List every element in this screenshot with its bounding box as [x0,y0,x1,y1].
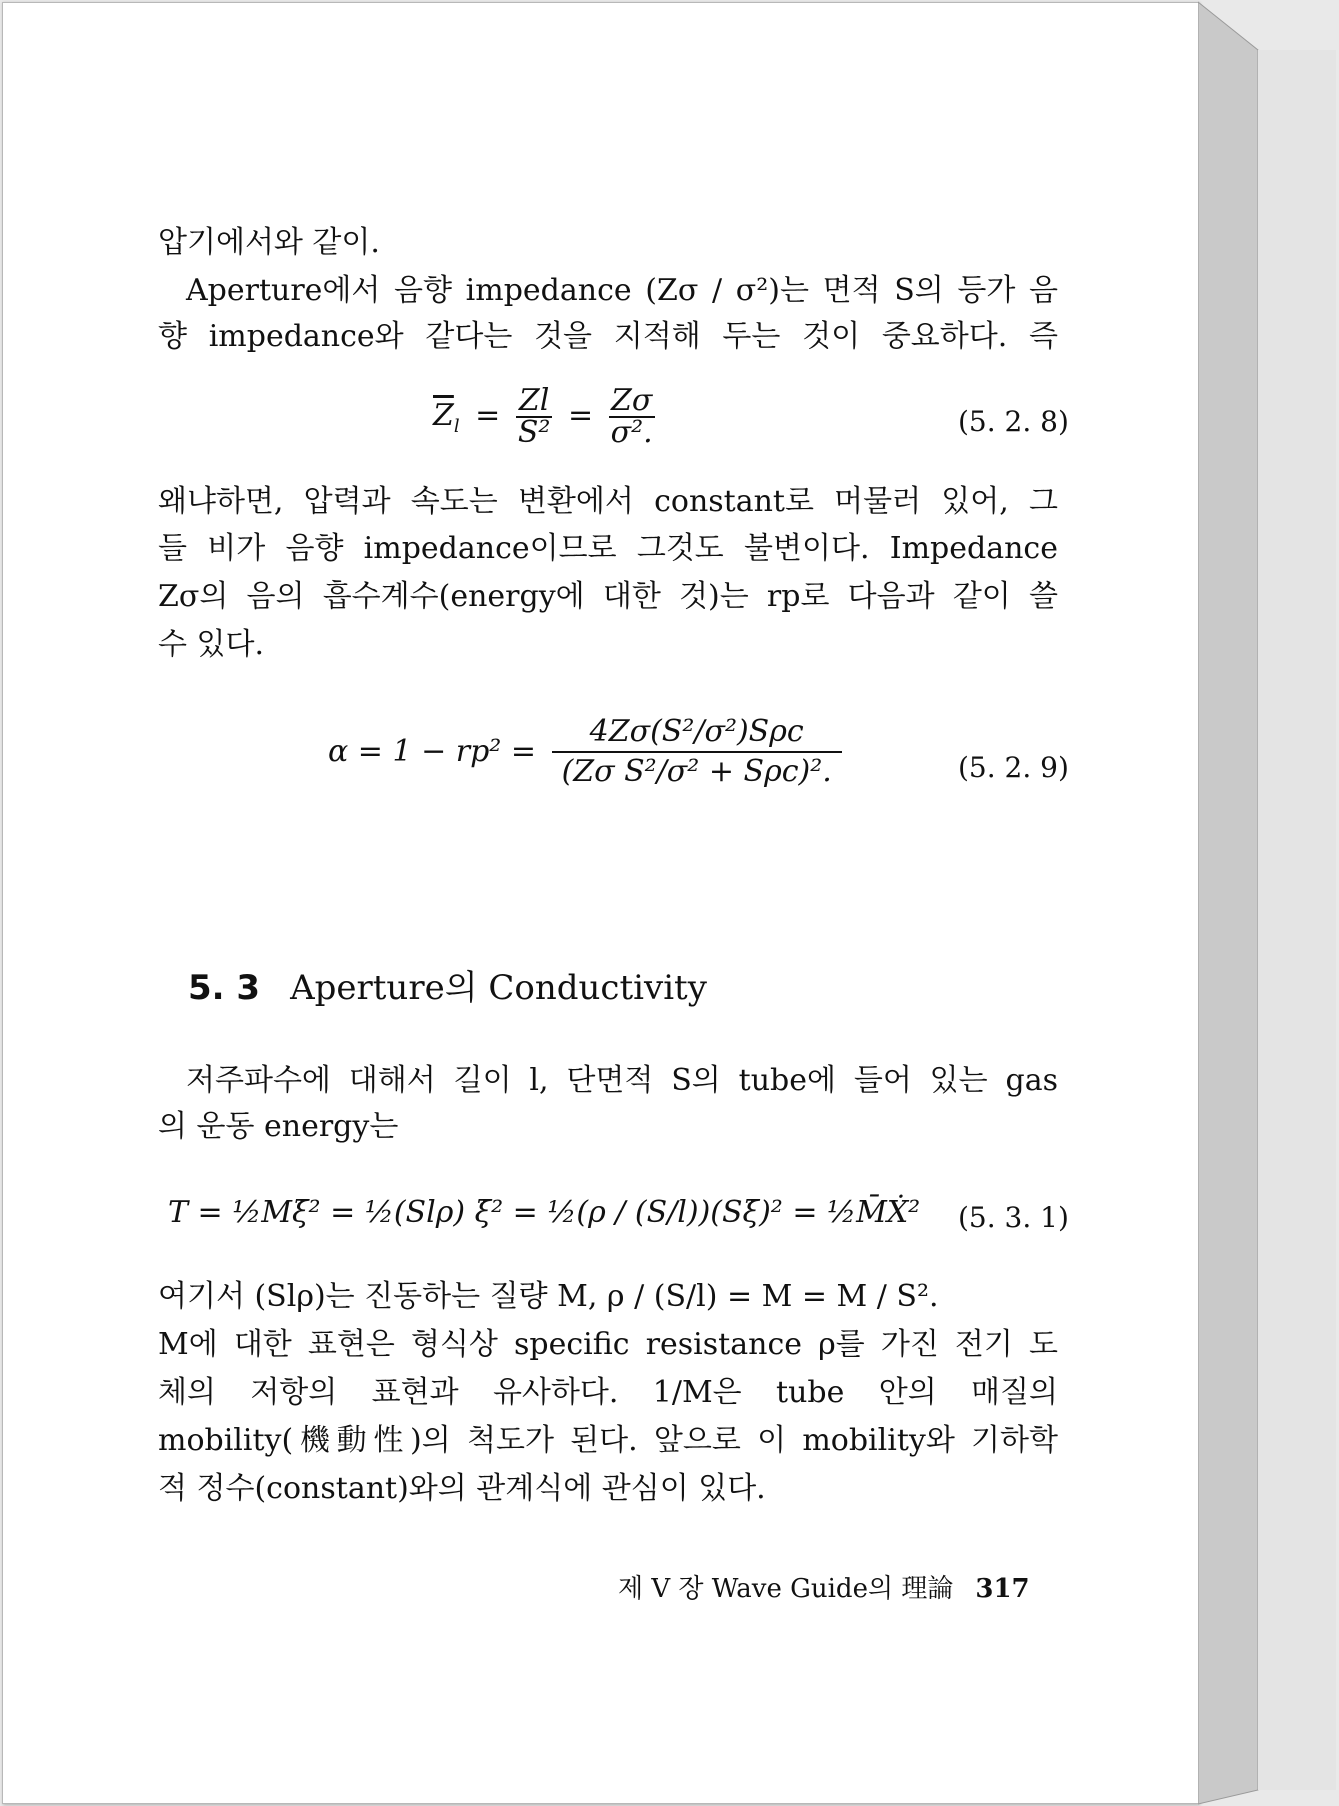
text-line: M에 대한 표현은 형식상 specific resistance ρ를 가진 전기 도 [158,1327,1058,1362]
fraction-denominator: σ². [610,415,653,450]
text-line: 왜냐하면, 압력과 속도는 변환에서 constant로 머물러 있어, 그 [158,484,1058,519]
text-line: Aperture에서 음향 impedance (Zσ / σ²)는 면적 S의 등가 음 [186,273,1058,308]
fraction-numerator: Zl [516,386,553,418]
equation-lhs: $\overline{Z}$ [433,398,454,433]
text-line: 압기에서와 같이. [158,225,380,260]
text-line: 체의 저항의 표현과 유사하다. 1/M은 tube 안의 매질의 [158,1375,1058,1410]
text-line: mobility(機動性)의 척도가 된다. 앞으로 이 mobility와 기하학 [158,1423,1058,1458]
equals-sign: = [475,398,501,433]
section-number: 5. 3 [188,968,261,1008]
fraction [552,713,842,791]
text-line: 여기서 (Slρ)는 진동하는 질량 M, ρ / (S/l) = M = M / S². [158,1279,939,1314]
equation-lhs: α = 1 − rp² = [328,734,537,769]
equation-5-2-9 [328,713,842,791]
text-line: 저주파수에 대해서 길이 l, 단면적 S의 tube에 들어 있는 gas [186,1063,1058,1098]
book-edge-shading [1198,0,1339,1806]
fraction [516,383,553,450]
fraction-numerator: 4Zσ(S²/σ²)Sρc [552,713,842,753]
chapter-title: 제 V 장 Wave Guide의 理論 [618,1574,954,1604]
text-line: 의 운동 energy는 [158,1109,399,1144]
section-heading [188,960,707,1009]
page-number: 317 [975,1574,1030,1604]
text-line: 향 impedance와 같다는 것을 지적해 두는 것이 중요하다. 즉 [158,319,1058,354]
equation-number: (5. 3. 1) [958,1201,1069,1234]
equation-number: (5. 2. 8) [958,405,1069,438]
fraction-denominator: S² [517,415,551,450]
text-line: 적 정수(constant)와의 관계식에 관심이 있다. [158,1471,766,1506]
equation-5-2-8 [433,383,655,450]
section-title: Aperture의 Conductivity [290,968,707,1008]
text-line: Zσ의 음의 흡수계수(energy에 대한 것)는 rp로 다음과 같이 쓸 [158,579,1058,614]
page-footer [618,1568,1030,1605]
fraction [609,383,655,450]
fraction-numerator: Zσ [609,386,655,418]
equals-sign: = [567,398,594,433]
equation-5-3-1: T = ½Mξ̇² = ½(Slρ) ξ̇² = ½(ρ / (S/l))(Sξ̇)² = ½M̄Ẋ² [168,1195,921,1230]
fraction-denominator: (Zσ S²/σ² + Sρc)². [561,754,832,789]
book-page [2,2,1199,1804]
equation-lhs-subscript: l [453,416,460,437]
text-line: 들 비가 음향 impedance이므로 그것도 불변이다. Impedance [158,531,1058,566]
equation-number: (5. 2. 9) [958,751,1069,784]
text-line: 수 있다. [158,627,265,662]
